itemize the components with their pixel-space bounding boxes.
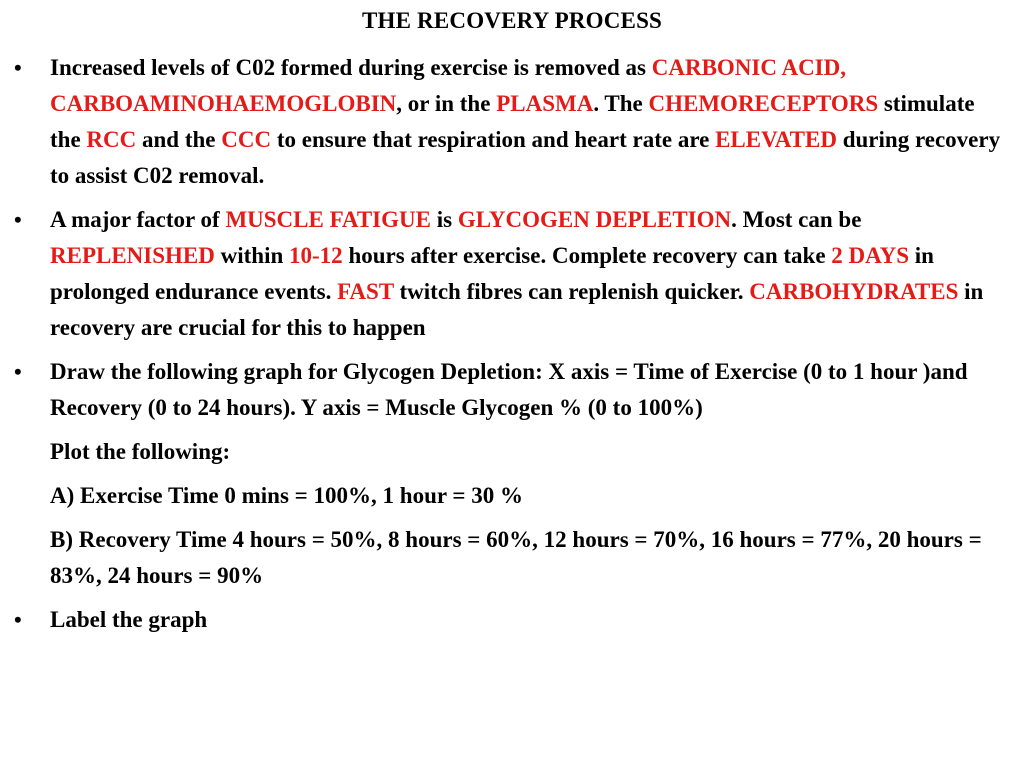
bullet-marker: • — [14, 55, 22, 80]
text-run: in recovery are crucial for this to happen — [50, 279, 984, 340]
text-run: in prolonged endurance events. — [50, 243, 934, 304]
text-run: stimulate the — [50, 91, 975, 152]
text-run: Draw the following graph for Glycogen Depletion: X axis = Time of Exercise (0 to 1 hour )and Recovery (0 to 24 hours). Y axis = Muscle Glycogen % (0 to 100%) — [50, 359, 968, 420]
text-run: Increased levels of C02 formed during exercise is removed as — [50, 55, 652, 80]
text-run: during recovery to assist C02 removal. — [50, 127, 1001, 188]
text-run: . Most can be — [731, 207, 862, 232]
slide-title: THE RECOVERY PROCESS — [361, 8, 663, 33]
text-run: is — [430, 207, 458, 232]
bullet-point — [14, 202, 1008, 346]
text-run: hours after exercise. Complete recovery can take — [342, 243, 832, 268]
sub-paragraph — [50, 434, 1008, 470]
text-run: Label the graph — [50, 607, 208, 632]
bullet-marker: • — [14, 207, 22, 232]
highlighted-term: REPLENISHED — [50, 243, 215, 268]
highlighted-term: FAST — [337, 279, 394, 304]
sub-paragraph — [50, 522, 1008, 594]
highlighted-term: RCC — [86, 127, 137, 152]
text-run: twitch fibres can replenish quicker. — [393, 279, 750, 304]
text-run: Plot the following: — [50, 439, 231, 464]
highlighted-term: CARBOHYDRATES — [749, 279, 959, 304]
highlighted-term: MUSCLE FATIGUE — [225, 207, 431, 232]
highlighted-term: GLYCOGEN DEPLETION — [457, 207, 732, 232]
text-run: B) Recovery Time 4 hours = 50%, 8 hours = 60%, 12 hours = 70%, 16 hours = 77%, 20 hours = 83%, 24 hours = 90% — [50, 527, 982, 588]
highlighted-term: ELEVATED — [715, 127, 837, 152]
text-run: within — [214, 243, 290, 268]
bullet-marker: • — [14, 359, 22, 384]
text-run: A major factor of — [50, 207, 226, 232]
highlighted-term: PLASMA — [496, 91, 594, 116]
highlighted-term: CCC — [221, 127, 272, 152]
text-run: and the — [136, 127, 222, 152]
text-run: , or in the — [396, 91, 497, 116]
bullet-point — [14, 50, 1008, 194]
highlighted-term: CARBONIC ACID, CARBOAMINOHAEMOGLOBIN — [50, 55, 846, 116]
highlighted-term: 10-12 — [289, 243, 343, 268]
bullet-marker: • — [14, 607, 22, 632]
highlighted-term: 2 DAYS — [831, 243, 910, 268]
highlighted-term: CHEMORECEPTORS — [648, 91, 879, 116]
sub-paragraph — [50, 478, 1008, 514]
bullet-point — [14, 602, 1008, 638]
text-run: . The — [593, 91, 649, 116]
slide-content — [0, 50, 1024, 646]
bullet-point — [14, 354, 1008, 426]
text-run: to ensure that respiration and heart rate are — [271, 127, 716, 152]
text-run: A) Exercise Time 0 mins = 100%, 1 hour = 30 % — [50, 483, 524, 508]
